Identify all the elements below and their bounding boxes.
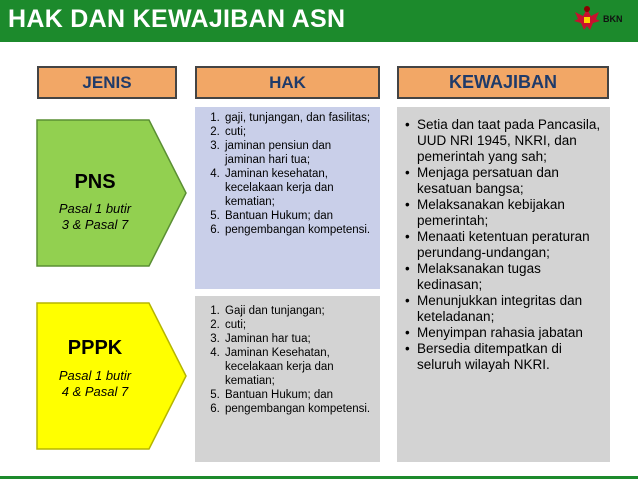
list-item: • Menunjukkan integritas dan keteladanan; bbox=[417, 293, 606, 325]
hak-pns-list bbox=[201, 111, 374, 237]
garuda-emblem-icon bbox=[572, 4, 602, 34]
list-item: 3. Jaminan har tua; bbox=[223, 332, 374, 346]
list-item: 2. cuti; bbox=[223, 125, 374, 139]
list-item: • Melaksanakan tugas kedinasan; bbox=[417, 261, 606, 293]
list-item: 1. Gaji dan tunjangan; bbox=[223, 304, 374, 318]
list-item: 2. cuti; bbox=[223, 318, 374, 332]
column-header-kewajiban: KEWAJIBAN bbox=[397, 66, 609, 99]
bkn-logo-text: BKN bbox=[603, 14, 623, 24]
pppk-subtitle-line2: 4 & Pasal 7 bbox=[61, 384, 129, 399]
list-item: 6. pengembangan kompetensi. bbox=[223, 402, 374, 416]
pns-subtitle-line1: Pasal 1 butir bbox=[58, 201, 132, 216]
list-item: 3. jaminan pensiun dan jaminan hari tua; bbox=[223, 139, 374, 167]
list-item: 6. pengembangan kompetensi. bbox=[223, 223, 374, 237]
kewajiban-panel bbox=[397, 107, 610, 462]
column-header-hak: HAK bbox=[195, 66, 380, 99]
header-bar bbox=[0, 0, 638, 42]
pppk-title: PPPK bbox=[67, 337, 123, 359]
pns-shape bbox=[36, 119, 188, 267]
list-item: 4. Jaminan Kesehatan, kecelakaan kerja dan kematian; bbox=[223, 346, 374, 388]
page-title: HAK DAN KEWAJIBAN ASN bbox=[8, 5, 346, 33]
pns-title: PNS bbox=[74, 171, 116, 193]
hak-pns-panel bbox=[195, 107, 380, 289]
list-item: • Melaksanakan kebijakan pemerintah; bbox=[417, 197, 606, 229]
list-item: 5. Bantuan Hukum; dan bbox=[223, 209, 374, 223]
kewajiban-list bbox=[403, 117, 606, 373]
list-item: • Menjaga persatuan dan kesatuan bangsa; bbox=[417, 165, 606, 197]
list-item: • Menaati ketentuan peraturan perundang-undangan; bbox=[417, 229, 606, 261]
column-header-jenis: JENIS bbox=[37, 66, 177, 99]
pppk-shape bbox=[36, 302, 188, 450]
list-item: 5. Bantuan Hukum; dan bbox=[223, 388, 374, 402]
hak-pppk-list bbox=[201, 304, 374, 416]
hak-pppk-panel bbox=[195, 296, 380, 462]
pppk-subtitle-line1: Pasal 1 butir bbox=[58, 368, 132, 383]
list-item: • Setia dan taat pada Pancasila, UUD NRI 1945, NKRI, dan pemerintah yang sah; bbox=[417, 117, 606, 165]
list-item: • Menyimpan rahasia jabatan bbox=[417, 325, 606, 341]
list-item: 1. gaji, tunjangan, dan fasilitas; bbox=[223, 111, 374, 125]
list-item: • Bersedia ditempatkan di seluruh wilayah NKRI. bbox=[417, 341, 606, 373]
pns-subtitle-line2: 3 & Pasal 7 bbox=[61, 217, 129, 232]
list-item: 4. Jaminan kesehatan, kecelakaan kerja dan kematian; bbox=[223, 167, 374, 209]
